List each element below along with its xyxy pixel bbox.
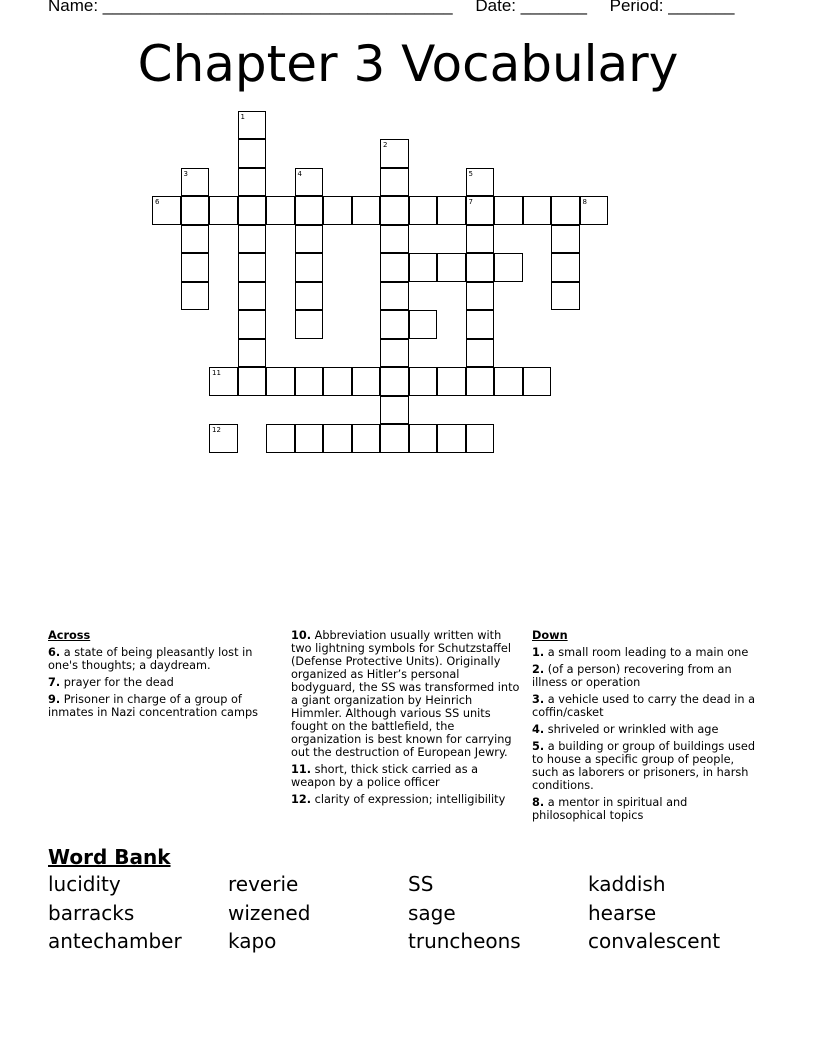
crossword-cell[interactable] [352, 367, 381, 396]
crossword-cell[interactable] [181, 225, 210, 254]
crossword-cell[interactable] [295, 196, 324, 225]
word-bank-item: antechamber [48, 929, 182, 953]
word-bank-item: wizened [228, 900, 311, 925]
crossword-cell[interactable] [380, 139, 409, 168]
crossword-cell[interactable] [466, 225, 495, 254]
down-heading: Down [532, 629, 568, 642]
crossword-cell[interactable] [380, 339, 409, 368]
page-title: Chapter 3 Vocabulary [137, 35, 679, 93]
crossword-cell[interactable] [238, 139, 267, 168]
crossword-cell[interactable] [266, 424, 295, 453]
crossword-cell[interactable] [494, 253, 523, 282]
clue-number: 8 [582, 198, 587, 206]
clue-number: 4 [297, 169, 302, 178]
clue-number: 3 [183, 169, 188, 178]
word-bank-item: convalescent [588, 929, 721, 953]
word-bank-item: SS [408, 872, 434, 896]
crossword-cell[interactable] [295, 225, 324, 254]
crossword-cell[interactable] [380, 310, 409, 339]
crossword-cell[interactable] [295, 253, 324, 282]
word-bank-item: sage [408, 900, 456, 925]
clue-number: 7 [468, 198, 473, 206]
crossword-cell[interactable] [380, 396, 409, 425]
crossword-cell[interactable] [437, 196, 466, 225]
crossword-cell[interactable] [352, 424, 381, 453]
clue-down-2: 2. (of a person) recovering from an illness or operation [532, 663, 732, 689]
crossword-cell[interactable] [380, 168, 409, 197]
crossword-cell[interactable] [238, 225, 267, 254]
crossword-cell[interactable] [181, 282, 210, 311]
crossword-cell[interactable] [551, 282, 580, 311]
crossword-cell[interactable] [523, 196, 552, 225]
crossword-cell[interactable] [209, 424, 238, 453]
crossword-cell[interactable] [295, 168, 324, 197]
crossword-cell[interactable] [494, 196, 523, 225]
crossword-cell[interactable] [238, 339, 267, 368]
crossword-cell[interactable] [380, 253, 409, 282]
crossword-cell[interactable] [409, 196, 438, 225]
crossword-grid [0, 0, 816, 520]
clue-number: 5 [468, 169, 473, 178]
word-bank-title: Word Bank [48, 845, 171, 869]
clue-across-9: 9. Prisoner in charge of a group of inmates in Nazi concentration camps [48, 693, 259, 719]
crossword-cell[interactable] [580, 196, 609, 225]
crossword-cell[interactable] [380, 367, 409, 396]
crossword-cell[interactable] [466, 339, 495, 368]
down-clues [532, 629, 760, 826]
crossword-cell[interactable] [523, 367, 552, 396]
crossword-cell[interactable] [295, 367, 324, 396]
crossword-cell[interactable] [466, 310, 495, 339]
crossword-cell[interactable] [238, 168, 267, 197]
clue-down-1: 1. a small room leading to a main one [532, 646, 749, 659]
crossword-cell[interactable] [380, 282, 409, 311]
crossword-cell[interactable] [352, 196, 381, 225]
crossword-cell[interactable] [209, 196, 238, 225]
word-bank-item: barracks [48, 900, 135, 925]
crossword-cell[interactable] [323, 196, 352, 225]
crossword-cell[interactable] [238, 367, 267, 396]
across-clues [48, 629, 268, 723]
crossword-cell[interactable] [380, 225, 409, 254]
crossword-cell[interactable] [437, 253, 466, 282]
crossword-cell[interactable] [181, 253, 210, 282]
period-field[interactable]: Period: _______ [609, 0, 735, 15]
word-bank-item: hearse [588, 900, 657, 925]
crossword-cell[interactable] [238, 111, 267, 140]
crossword-cell[interactable] [238, 196, 267, 225]
crossword-cell[interactable] [181, 196, 210, 225]
crossword-cell[interactable] [266, 367, 295, 396]
clue-down-3: 3. a vehicle used to carry the dead in a coffin/casket [532, 693, 756, 719]
clue-number: 6 [155, 198, 160, 206]
clue-number: 11 [212, 369, 221, 377]
crossword-cell[interactable] [238, 282, 267, 311]
clue-down-5: 5. a building or group of buildings used to house a specific group of people, such as laborers or prisoners, in harsh conditions. [532, 740, 756, 792]
word-bank-item: kapo [228, 929, 277, 953]
clue-across-7: 7. prayer for the dead [48, 676, 174, 689]
clue-down-8: 8. a mentor in spiritual and philosophical topics [532, 796, 688, 822]
crossword-cell[interactable] [181, 168, 210, 197]
crossword-cell[interactable] [466, 282, 495, 311]
crossword-cell[interactable] [437, 367, 466, 396]
crossword-cell[interactable] [466, 424, 495, 453]
crossword-cell[interactable] [437, 424, 466, 453]
clue-across-11: 11. short, thick stick carried as a weapon by a police officer [291, 763, 479, 789]
name-field[interactable]: Name: _____________________________________ [48, 0, 453, 15]
word-bank [48, 872, 768, 958]
crossword-cell[interactable] [409, 367, 438, 396]
crossword-cell[interactable] [323, 424, 352, 453]
crossword-cell[interactable] [551, 253, 580, 282]
across-clues-continued [291, 629, 521, 810]
word-bank-item: lucidity [48, 872, 121, 896]
crossword-cell[interactable] [209, 367, 238, 396]
crossword-cell[interactable] [323, 367, 352, 396]
crossword-cell[interactable] [466, 253, 495, 282]
clue-down-4: 4. shriveled or wrinkled with age [532, 723, 719, 736]
crossword-cell[interactable] [551, 196, 580, 225]
crossword-cell[interactable] [295, 310, 324, 339]
clue-number: 2 [383, 141, 388, 149]
crossword-cell[interactable] [409, 253, 438, 282]
crossword-cell[interactable] [152, 196, 181, 225]
clue-across-6: 6. a state of being pleasantly lost in one's thoughts; a daydream. [48, 646, 253, 672]
crossword-cell[interactable] [266, 196, 295, 225]
date-field[interactable]: Date: _______ [475, 0, 587, 15]
word-bank-item: reverie [228, 872, 299, 896]
crossword-cell[interactable] [409, 310, 438, 339]
clue-across-10: 10. Abbreviation usually written with two lightning symbols for Schutzstaffel (Defense Protective Units). Originally organized as Hitler’s personal bodyguard, the SS was transformed into a giant organization by Heinrich Himmler. Although various SS units fought on the battlefield, the organization is best known for carrying out the destruction of European Jewry. [291, 629, 520, 759]
crossword-cell[interactable] [238, 310, 267, 339]
across-heading: Across [48, 629, 91, 642]
crossword-cell[interactable] [551, 225, 580, 254]
word-bank-item: kaddish [588, 872, 666, 896]
clue-across-12: 12. clarity of expression; intelligibility [291, 793, 506, 806]
crossword-cell[interactable] [466, 367, 495, 396]
crossword-cell[interactable] [466, 196, 495, 225]
crossword-cell[interactable] [238, 253, 267, 282]
crossword-cell[interactable] [295, 424, 324, 453]
clue-number: 12 [212, 426, 221, 434]
word-bank-item: truncheons [408, 929, 521, 953]
crossword-cell[interactable] [295, 282, 324, 311]
crossword-cell[interactable] [380, 196, 409, 225]
clue-number: 1 [240, 112, 245, 121]
crossword-cell[interactable] [466, 168, 495, 197]
crossword-cell[interactable] [409, 424, 438, 453]
crossword-cell[interactable] [380, 424, 409, 453]
crossword-cell[interactable] [494, 367, 523, 396]
